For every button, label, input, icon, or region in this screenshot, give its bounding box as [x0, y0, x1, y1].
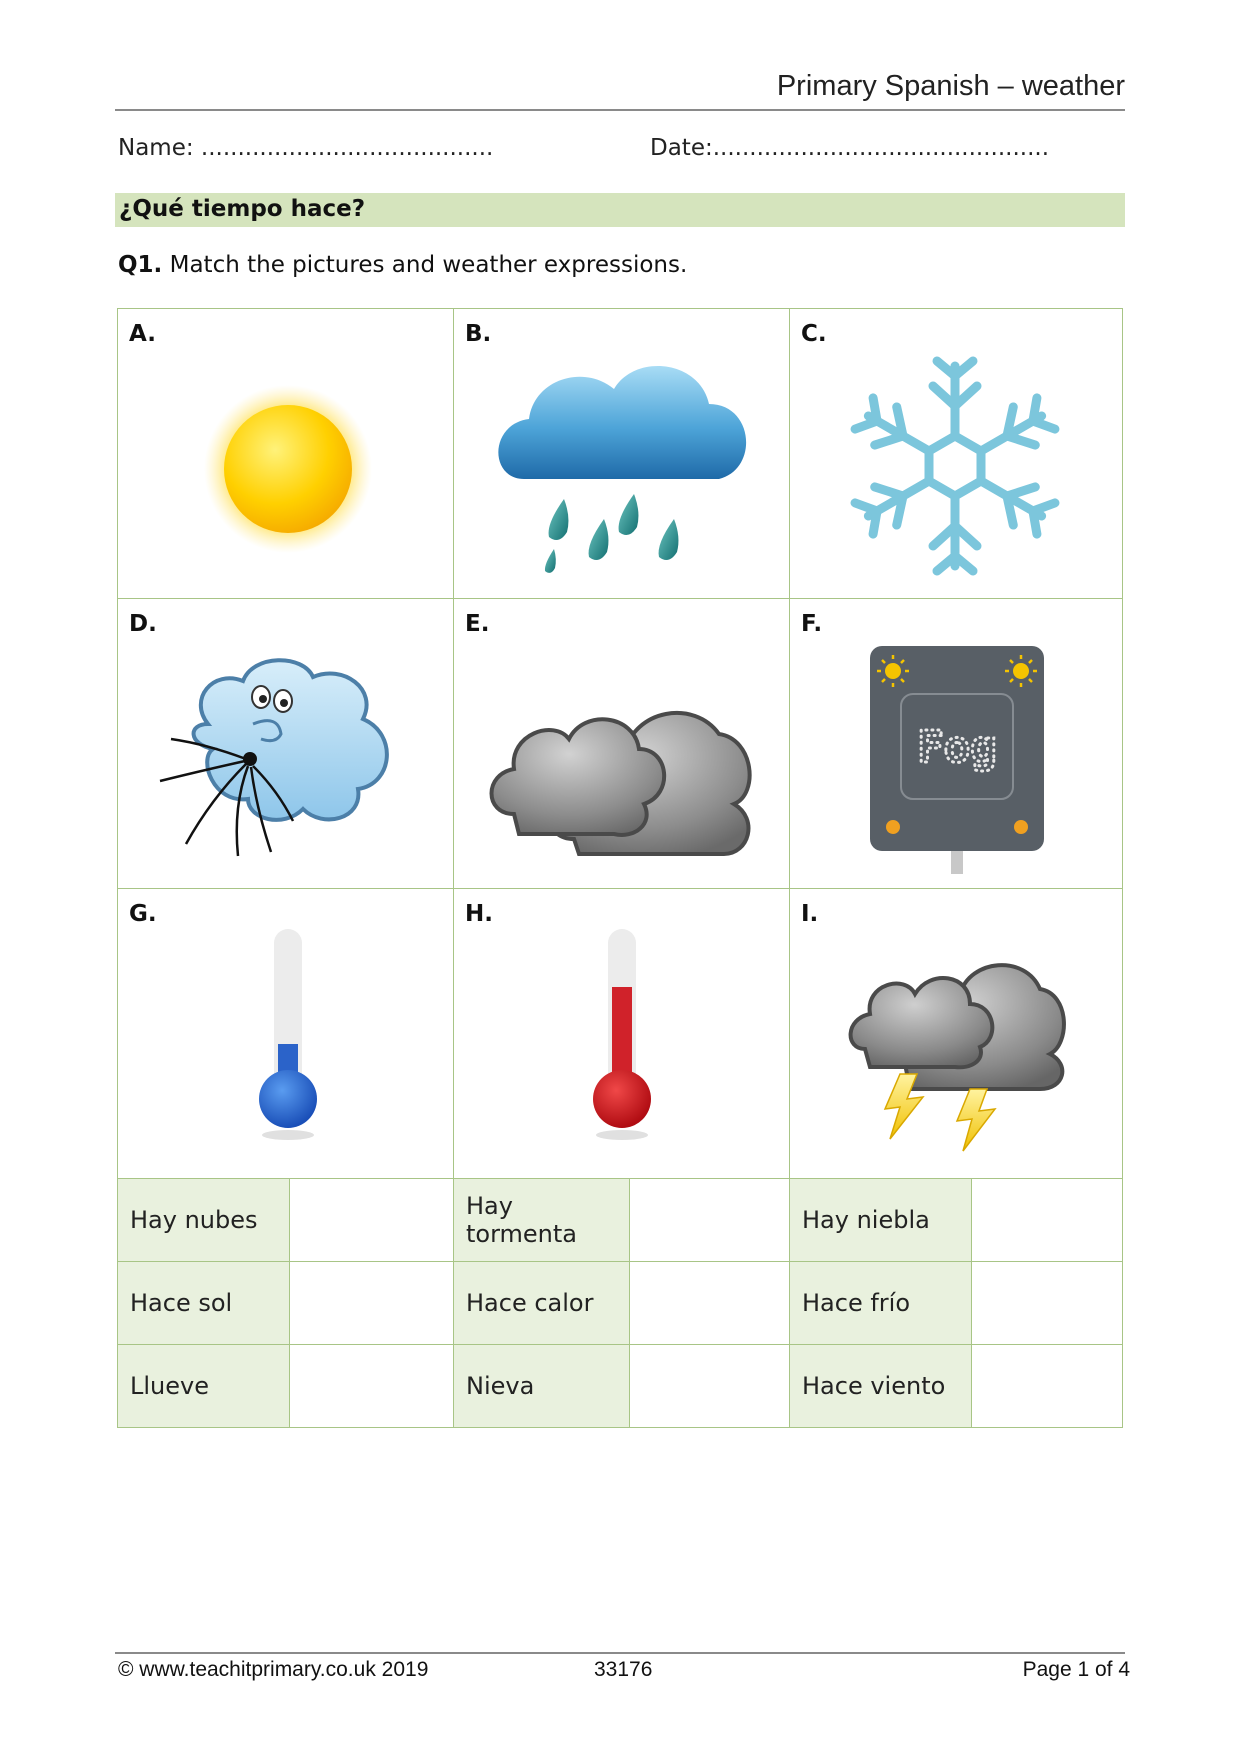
expression-hace-frio: Hace frío [789, 1261, 972, 1345]
page-title: Primary Spanish – weather [776, 70, 1125, 102]
name-field[interactable] [118, 135, 493, 161]
answer-box[interactable] [289, 1344, 454, 1428]
hot-thermometer-icon [582, 929, 662, 1149]
picture-cell-a [117, 308, 454, 599]
picture-cell-h [453, 888, 790, 1179]
picture-cell-e [453, 598, 790, 889]
expression-llueve: Llueve [117, 1344, 290, 1428]
picture-cell-b [453, 308, 790, 599]
picture-cell-c [789, 308, 1123, 599]
question-prompt [118, 252, 687, 278]
footer-copyright: © www.teachitprimary.co.uk 2019 [118, 1658, 429, 1681]
rain-cloud-icon [484, 349, 764, 589]
fog-sign-text: Fog [917, 722, 997, 773]
picture-cell-d [117, 598, 454, 889]
fog-sign-icon [868, 644, 1048, 874]
answer-box[interactable] [629, 1344, 790, 1428]
header-divider [115, 109, 1125, 111]
expression-hace-viento: Hace viento [789, 1344, 972, 1428]
picture-cell-i [789, 888, 1123, 1179]
picture-label: B. [465, 321, 492, 347]
picture-label: G. [129, 901, 157, 927]
expression-hace-sol: Hace sol [117, 1261, 290, 1345]
answer-box[interactable] [629, 1261, 790, 1345]
picture-label: A. [129, 321, 156, 347]
expression-hay-nubes: Hay nubes [117, 1178, 290, 1262]
picture-label: D. [129, 611, 157, 637]
picture-cell-f [789, 598, 1123, 889]
footer-page-number: Page 1 of 4 [1022, 1658, 1130, 1681]
picture-label: E. [465, 611, 490, 637]
expression-hay-niebla: Hay niebla [789, 1178, 972, 1262]
name-dots: ........................................ [200, 135, 494, 161]
expression-hay-tormenta: Hay tormenta [453, 1178, 630, 1262]
answer-box[interactable] [971, 1261, 1123, 1345]
picture-label: C. [801, 321, 827, 347]
picture-label: I. [801, 901, 819, 927]
picture-label: H. [465, 901, 493, 927]
section-title: ¿Qué tiempo hace? [119, 196, 366, 222]
answer-box[interactable] [289, 1178, 454, 1262]
question-text: Match the pictures and weather expressions. [169, 252, 688, 278]
clouds-icon [484, 654, 764, 869]
answer-box[interactable] [629, 1178, 790, 1262]
snowflake-icon [845, 354, 1065, 579]
storm-icon [845, 929, 1070, 1159]
expression-hace-calor: Hace calor [453, 1261, 630, 1345]
answer-box[interactable] [971, 1344, 1123, 1428]
picture-cell-g [117, 888, 454, 1179]
answer-box[interactable] [971, 1178, 1123, 1262]
matching-grid [117, 308, 1123, 1459]
expression-nieva: Nieva [453, 1344, 630, 1428]
footer-code: 33176 [594, 1658, 653, 1681]
question-number: Q1. [118, 252, 163, 278]
sun-icon [188, 379, 388, 559]
date-field[interactable] [650, 135, 1049, 161]
wind-cloud-icon [153, 639, 413, 884]
date-dots: .............................................. [712, 135, 1050, 161]
answer-box[interactable] [289, 1261, 454, 1345]
cold-thermometer-icon [248, 929, 328, 1149]
footer-divider [115, 1652, 1125, 1654]
picture-label: F. [801, 611, 823, 637]
name-label: Name: [118, 135, 194, 161]
date-label: Date: [650, 135, 713, 161]
section-header [115, 193, 1125, 227]
